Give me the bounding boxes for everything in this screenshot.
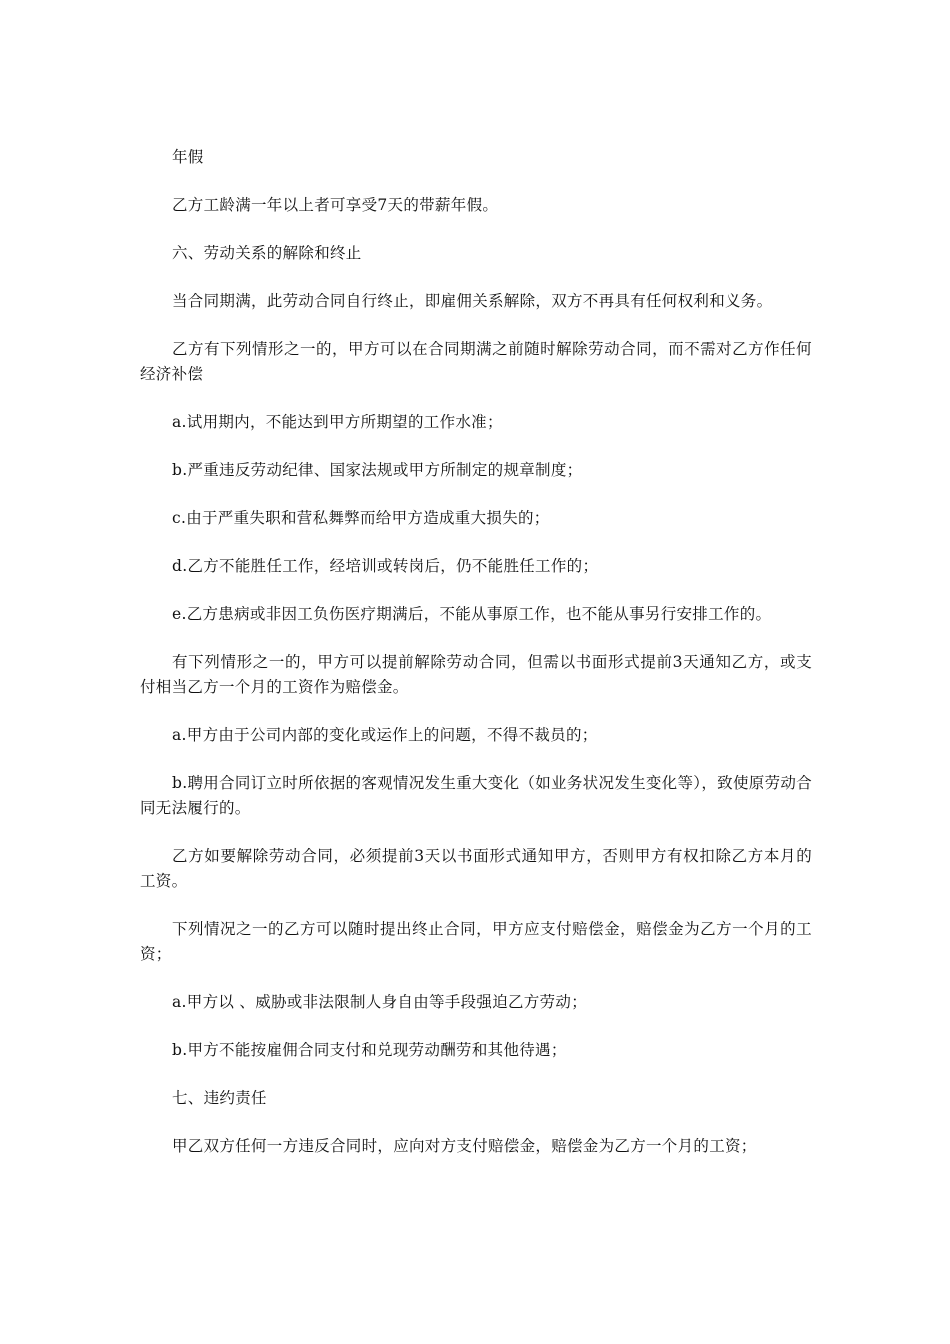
list-item-circumstance-change: b.聘用合同订立时所依据的客观情况发生重大变化（如业务状况发生变化等），致使原劳动合同无法履行的。	[140, 774, 812, 817]
section-heading-breach: 七、违约责任	[172, 1089, 267, 1107]
document-body	[140, 145, 812, 1182]
list-item-layoff: a.甲方由于公司内部的变化或运作上的问题，不得不裁员的；	[172, 726, 598, 744]
list-item-illness: e.乙方患病或非因工负伤医疗期满后，不能从事原工作，也不能从事另行安排工作的。	[172, 605, 772, 623]
paragraph-termination-without-compensation: 乙方有下列情形之一的，甲方可以在合同期满之前随时解除劳动合同，而不需对乙方作任何经济补偿	[140, 340, 812, 383]
list-item-serious-loss: c.由于严重失职和营私舞弊而给甲方造成重大损失的；	[172, 509, 550, 527]
paragraph-breach-compensation: 甲乙双方任何一方违反合同时，应向对方支付赔偿金，赔偿金为乙方一个月的工资；	[172, 1137, 757, 1155]
list-item-discipline-violation: b.严重违反劳动纪律、国家法规或甲方所制定的规章制度；	[172, 461, 583, 479]
list-item-incompetence: d.乙方不能胜任工作，经培训或转岗后，仍不能胜任工作的；	[172, 557, 599, 575]
list-item-unpaid-wages: b.甲方不能按雇佣合同支付和兑现劳动酬劳和其他待遇；	[172, 1041, 567, 1059]
section-heading-termination: 六、劳动关系的解除和终止	[172, 244, 362, 262]
paragraph-employee-resignation: 乙方如要解除劳动合同，必须提前3天以书面形式通知甲方，否则甲方有权扣除乙方本月的工资。	[140, 847, 812, 890]
paragraph-employee-immediate-termination: 下列情况之一的乙方可以随时提出终止合同，甲方应支付赔偿金，赔偿金为乙方一个月的工资；	[140, 920, 812, 963]
list-item-forced-labor: a.甲方以 、威胁或非法限制人身自由等手段强迫乙方劳动；	[172, 993, 587, 1011]
paragraph-contract-expiry: 当合同期满，此劳动合同自行终止，即雇佣关系解除，双方不再具有任何权利和义务。	[172, 292, 773, 310]
paragraph-annual-leave-rule: 乙方工龄满一年以上者可享受7天的带薪年假。	[172, 196, 499, 214]
list-item-probation: a.试用期内，不能达到甲方所期望的工作水准；	[172, 413, 503, 431]
paragraph-termination-with-notice: 有下列情形之一的，甲方可以提前解除劳动合同，但需以书面形式提前3天通知乙方，或支付相当乙方一个月的工资作为赔偿金。	[140, 653, 812, 696]
paragraph-heading-annual-leave: 年假	[172, 148, 204, 166]
